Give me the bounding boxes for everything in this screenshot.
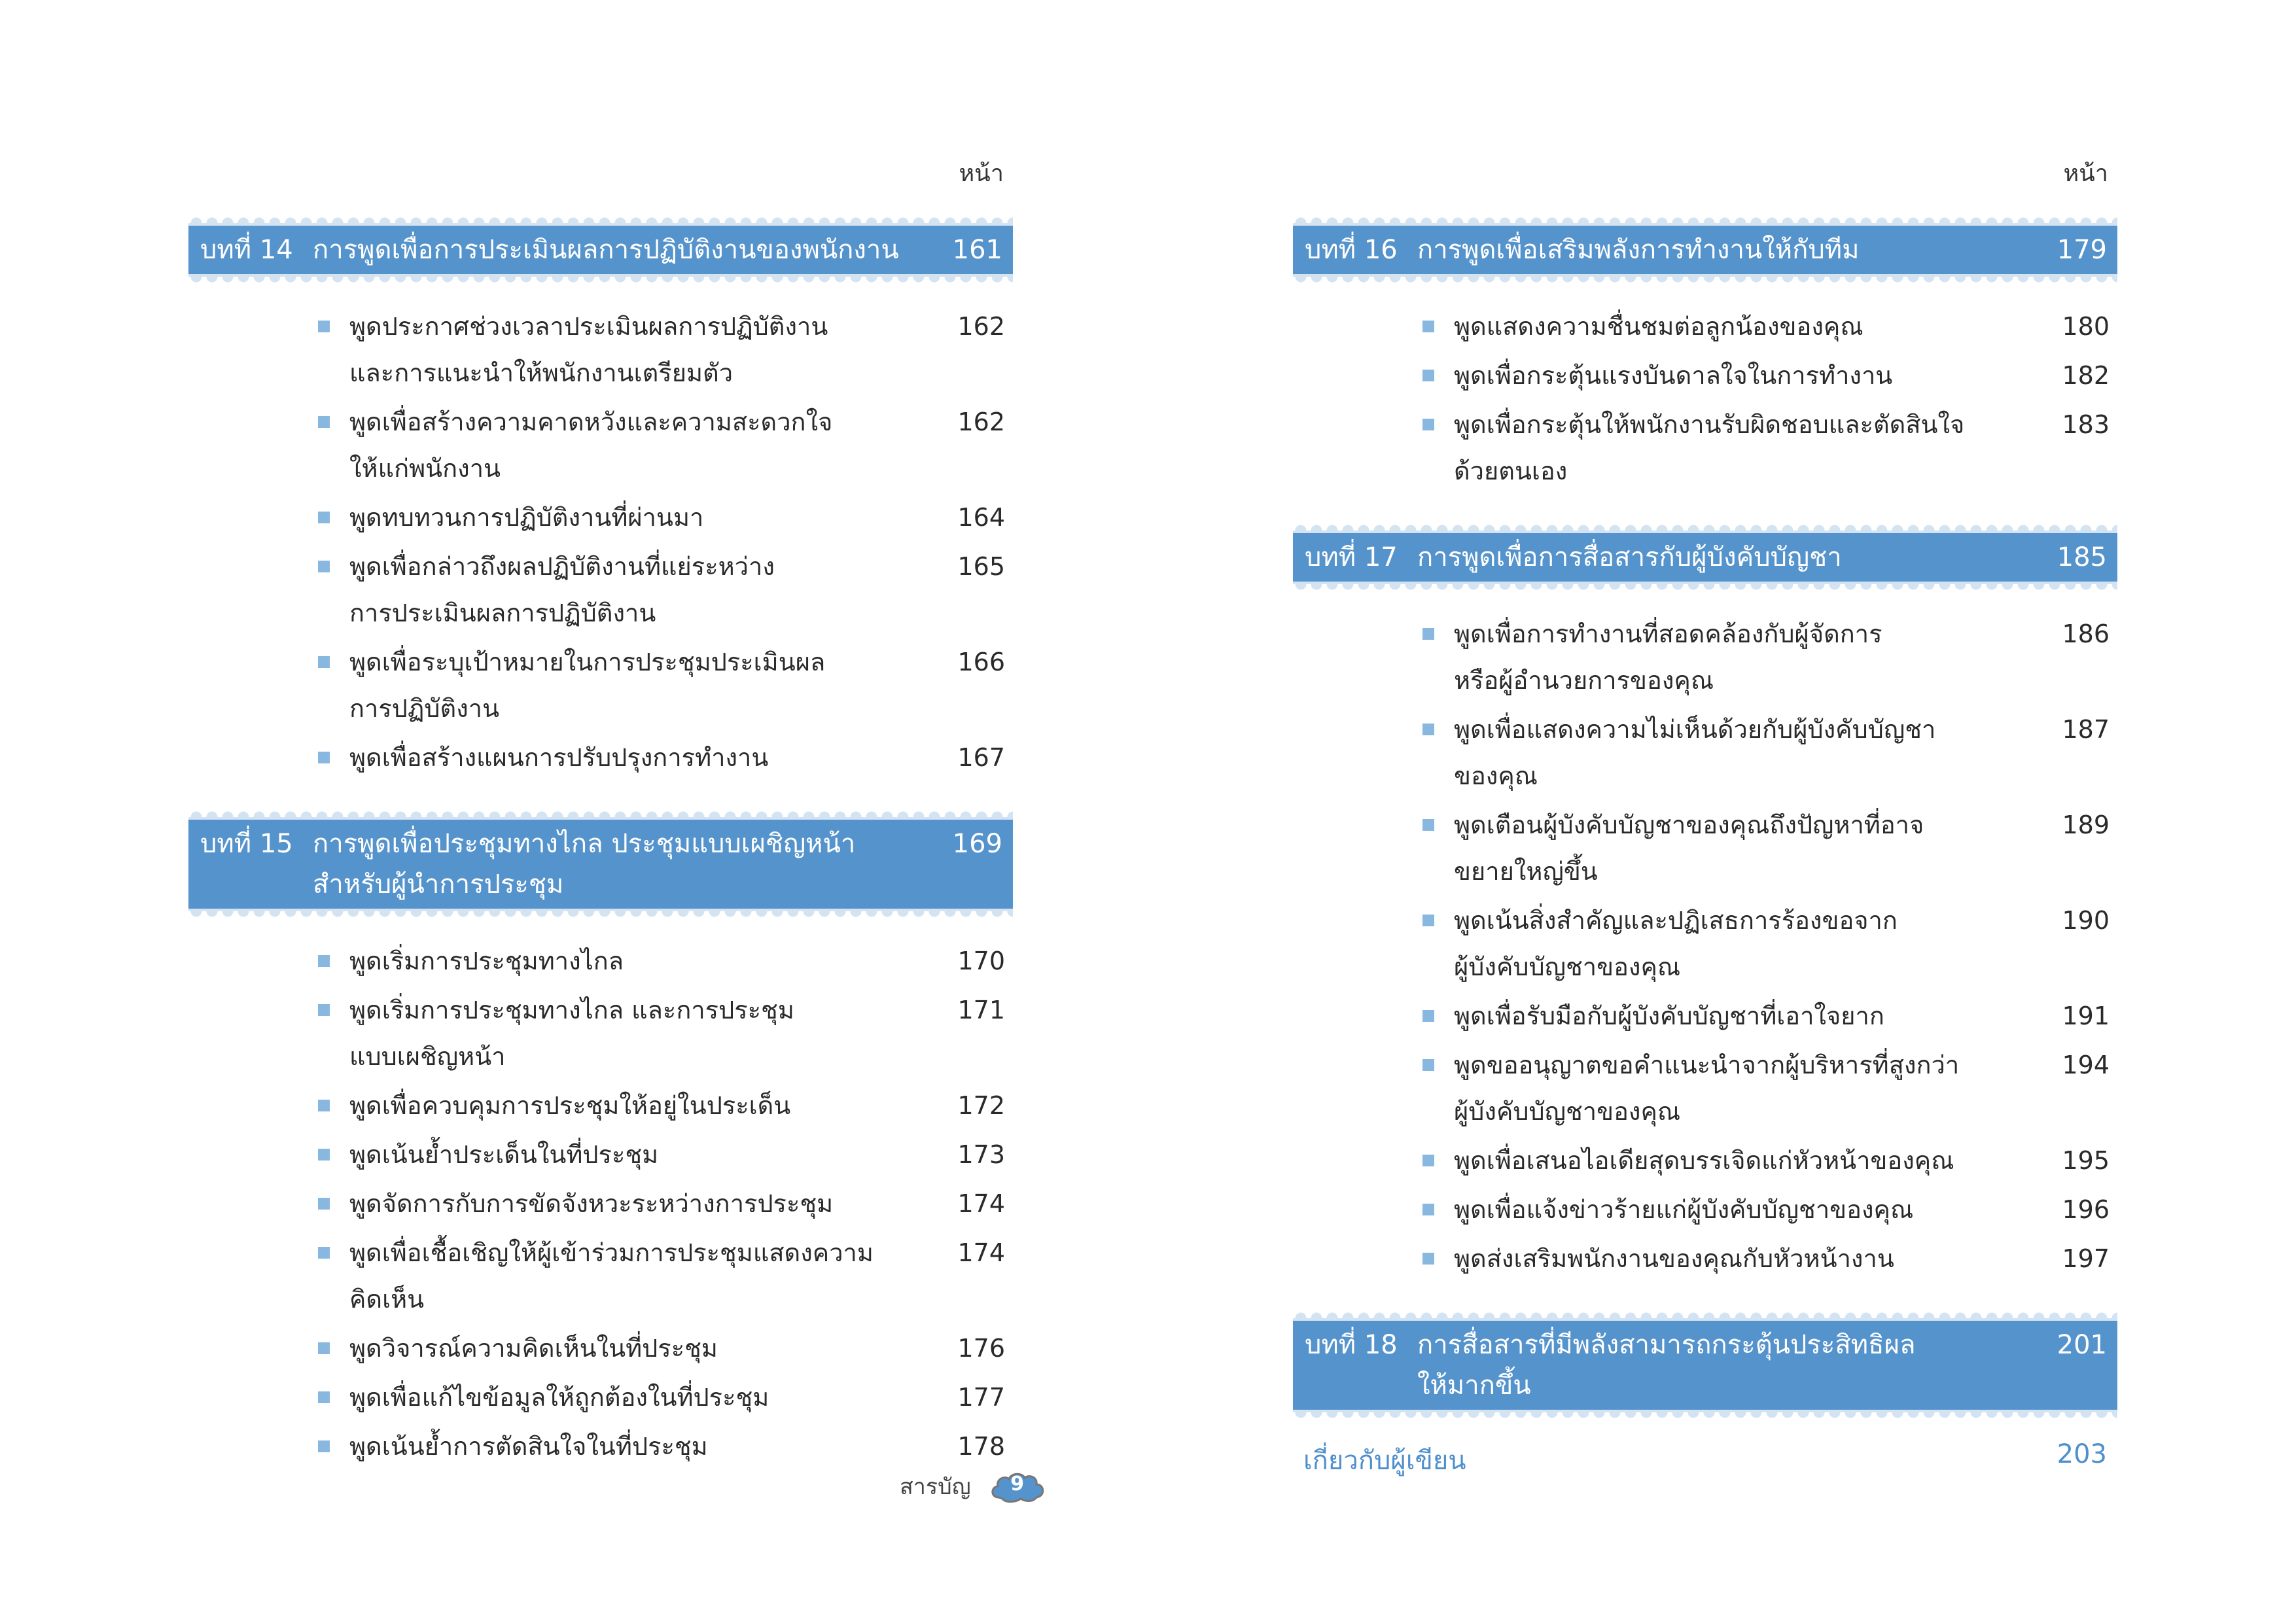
about-author-entry[interactable] — [1293, 1439, 2117, 1481]
square-bullet-icon — [318, 1247, 330, 1259]
scallop-edge — [188, 274, 1013, 285]
chapter-number: บทที่ 16 — [1305, 235, 1398, 265]
toc-item[interactable] — [188, 495, 1013, 541]
chapter-number: บทที่ 15 — [200, 829, 293, 859]
toc-item-title — [1454, 802, 2018, 895]
toc-item[interactable] — [1293, 304, 2117, 350]
toc-item[interactable] — [1293, 993, 2117, 1039]
toc-item-line: พูดเพื่อกระตุ้นให้พนักงานรับผิดชอบและตัดสินใจ — [1454, 410, 1965, 439]
toc-item-page: 166 — [957, 648, 1005, 676]
page-number: 9 — [1010, 1473, 1025, 1495]
toc-item-line: พูดเพื่อกล่าวถึงผลปฏิบัติงานที่แย่ระหว่าง — [349, 552, 775, 581]
scallop-edge — [1293, 274, 2117, 285]
toc-item-line: พูดเพื่อรับมือกับผู้บังคับบัญชาที่เอาใจยาก — [1454, 1002, 1884, 1030]
toc-item-page: 165 — [957, 552, 1005, 581]
toc-item[interactable] — [188, 1132, 1013, 1178]
toc-item-page: 170 — [957, 947, 1005, 975]
toc-item-title — [1454, 353, 2018, 399]
toc-item-title — [349, 399, 913, 492]
chapter-banner[interactable] — [188, 215, 1013, 285]
toc-item-line: แบบเผชิญหน้า — [349, 1042, 506, 1071]
square-bullet-icon — [1422, 1010, 1434, 1022]
toc-item-line: พูดเริ่มการประชุมทางไกล และการประชุม — [349, 996, 794, 1024]
square-bullet-icon — [318, 1198, 330, 1210]
toc-item-line: พูดเพื่อเชื้อเชิญให้ผู้เข้าร่วมการประชุมแสดงความ — [349, 1238, 874, 1267]
toc-item[interactable] — [1293, 802, 2117, 895]
square-bullet-icon — [318, 1149, 330, 1161]
toc-item-page: 190 — [2062, 906, 2110, 935]
toc-item-title — [349, 304, 913, 396]
toc-item-line: พูดจัดการกับการขัดจังหวะระหว่างการประชุม — [349, 1189, 834, 1218]
chapter-number: บทที่ 18 — [1305, 1330, 1398, 1360]
toc-item-title — [1454, 993, 2018, 1039]
toc-item[interactable] — [188, 1325, 1013, 1372]
toc-item-title — [349, 1374, 913, 1421]
toc-item-page: 195 — [2062, 1146, 2110, 1175]
toc-item-line: พูดวิจารณ์ความคิดเห็นในที่ประชุม — [349, 1334, 718, 1363]
about-author-label: เกี่ยวกับผู้เขียน — [1303, 1446, 1466, 1476]
chapter-page: 185 — [2057, 542, 2107, 572]
toc-item-line: พูดเพื่อแจ้งข่าวร้ายแก่ผู้บังคับบัญชาของคุณ — [1454, 1195, 1914, 1224]
toc-item-line: การประเมินผลการปฏิบัติงาน — [349, 599, 656, 627]
page-footer — [900, 1469, 1046, 1504]
chapter-page: 161 — [952, 235, 1002, 265]
scallop-edge — [188, 909, 1013, 920]
square-bullet-icon — [1422, 370, 1434, 381]
toc-item-line: และการแนะนำให้พนักงานเตรียมตัว — [349, 358, 733, 387]
toc-item-page: 173 — [957, 1140, 1005, 1169]
toc-item-page: 162 — [957, 408, 1005, 436]
toc-item[interactable] — [188, 1181, 1013, 1227]
toc-item[interactable] — [188, 1374, 1013, 1421]
square-bullet-icon — [318, 416, 330, 428]
toc-item-line: ขยายใหญ่ขึ้น — [1454, 857, 1598, 886]
chapter-heading — [1293, 533, 2117, 582]
chapter-page: 201 — [2057, 1330, 2107, 1360]
chapter-number: บทที่ 14 — [200, 235, 293, 265]
square-bullet-icon — [318, 656, 330, 668]
scallop-edge — [1293, 215, 2117, 226]
toc-item-page: 176 — [957, 1334, 1005, 1363]
toc-item-title — [349, 1423, 913, 1470]
scallop-edge — [1293, 582, 2117, 593]
square-bullet-icon — [1422, 1059, 1434, 1071]
toc-item-title — [349, 544, 913, 637]
toc-item-title — [349, 1181, 913, 1227]
toc-item-line: พูดเพื่อระบุเป้าหมายในการประชุมประเมินผล — [349, 648, 826, 676]
toc-item[interactable] — [1293, 1138, 2117, 1184]
toc-item-page: 172 — [957, 1091, 1005, 1120]
toc-item-title — [349, 987, 913, 1080]
square-bullet-icon — [318, 1391, 330, 1403]
left-toc-column — [188, 154, 1013, 1473]
toc-item-line: ผู้บังคับบัญชาของคุณ — [1454, 1097, 1681, 1126]
toc-item-title — [1454, 707, 2018, 799]
toc-item-page: 191 — [2062, 1002, 2110, 1030]
chapter-banner[interactable] — [188, 809, 1013, 920]
toc-item[interactable] — [188, 1230, 1013, 1323]
chapter-heading — [188, 226, 1013, 274]
toc-item-page: 197 — [2062, 1244, 2110, 1273]
chapter-title — [1417, 537, 2035, 578]
toc-item-line: พูดขออนุญาตขอคำแนะนำจากผู้บริหารที่สูงกว่า — [1454, 1051, 1960, 1079]
page-column-label: หน้า — [2063, 160, 2108, 187]
square-bullet-icon — [318, 955, 330, 967]
toc-item[interactable] — [188, 304, 1013, 396]
toc-item-page: 182 — [2062, 361, 2110, 390]
toc-item-title — [1454, 1042, 2018, 1135]
toc-item[interactable] — [188, 735, 1013, 781]
toc-item[interactable] — [188, 1083, 1013, 1129]
square-bullet-icon — [1422, 321, 1434, 332]
toc-item-title — [1454, 1236, 2018, 1282]
chapter-title-line: การสื่อสารที่มีพลังสามารถกระตุ้นประสิทธิผล — [1417, 1330, 1916, 1360]
toc-item-line: พูดเพื่อแสดงความไม่เห็นด้วยกับผู้บังคับบัญชา — [1454, 715, 1936, 744]
scallop-edge — [188, 809, 1013, 820]
chapter-banner[interactable] — [1293, 215, 2117, 285]
square-bullet-icon — [1422, 724, 1434, 735]
toc-item-title — [349, 1083, 913, 1129]
chapter-page: 169 — [952, 829, 1002, 859]
toc-item-line: ของคุณ — [1454, 761, 1538, 790]
right-toc-column — [1293, 154, 2117, 1481]
toc-item-line: คิดเห็น — [349, 1285, 425, 1314]
toc-item-line: พูดแสดงความชื่นชมต่อลูกน้องของคุณ — [1454, 312, 1863, 341]
chapter-title — [1417, 230, 2035, 270]
toc-item-line: พูดเตือนผู้บังคับบัญชาของคุณถึงปัญหาที่อาจ — [1454, 811, 1924, 839]
toc-item-line: หรือผู้อำนวยการของคุณ — [1454, 666, 1714, 695]
toc-item[interactable] — [1293, 353, 2117, 399]
toc-item-title — [349, 735, 913, 781]
chapter-banner[interactable] — [1293, 1310, 2117, 1421]
toc-item-page: 177 — [957, 1383, 1005, 1412]
toc-item-page: 171 — [957, 996, 1005, 1024]
toc-item-line: ผู้บังคับบัญชาของคุณ — [1454, 952, 1681, 981]
about-author-page: 203 — [2057, 1439, 2107, 1469]
chapter-title — [313, 230, 930, 270]
toc-item-title — [1454, 304, 2018, 350]
toc-item-line: พูดเพื่อกระตุ้นแรงบันดาลใจในการทำงาน — [1454, 361, 1893, 390]
toc-item-line: พูดส่งเสริมพนักงานของคุณกับหัวหน้างาน — [1454, 1244, 1894, 1273]
toc-item-title — [349, 1132, 913, 1178]
chapter-banner[interactable] — [1293, 522, 2117, 593]
toc-item-title — [349, 639, 913, 732]
chapter-page: 179 — [2057, 235, 2107, 265]
toc-item-page: 174 — [957, 1189, 1005, 1218]
toc-item[interactable] — [188, 938, 1013, 985]
chapter-title-line: การพูดเพื่อเสริมพลังการทำงานให้กับทีม — [1417, 235, 1860, 265]
toc-item-page: 186 — [2062, 620, 2110, 648]
toc-item-line: การปฏิบัติงาน — [349, 694, 500, 723]
toc-item-line: พูดเพื่อเสนอไอเดียสุดบรรเจิดแก่หัวหน้าของคุณ — [1454, 1146, 1954, 1175]
square-bullet-icon — [1422, 1204, 1434, 1215]
toc-item[interactable] — [1293, 402, 2117, 495]
toc-item-title — [1454, 1187, 2018, 1233]
toc-item-page: 164 — [957, 503, 1005, 532]
toc-item-line: พูดประกาศช่วงเวลาประเมินผลการปฏิบัติงาน — [349, 312, 828, 341]
cloud-page-number-badge — [989, 1469, 1046, 1504]
chapter-title-line: ให้มากขึ้น — [1417, 1370, 1531, 1401]
toc-item-page: 196 — [2062, 1195, 2110, 1224]
toc-item-title — [1454, 611, 2018, 704]
toc-item-title — [349, 1230, 913, 1323]
toc-item-line: พูดเน้นย้ำประเด็นในที่ประชุม — [349, 1140, 659, 1169]
toc-item[interactable] — [188, 1423, 1013, 1470]
toc-item-line: พูดเพื่อการทำงานที่สอดคล้องกับผู้จัดการ — [1454, 620, 1882, 648]
square-bullet-icon — [1422, 628, 1434, 640]
scallop-edge — [1293, 522, 2117, 533]
square-bullet-icon — [1422, 1253, 1434, 1265]
toc-item-line: พูดเน้นย้ำการตัดสินใจในที่ประชุม — [349, 1432, 708, 1461]
chapter-title-line: การพูดเพื่อประชุมทางไกล ประชุมแบบเผชิญหน้า — [313, 829, 856, 859]
toc-item[interactable] — [188, 544, 1013, 637]
toc-item-page: 178 — [957, 1432, 1005, 1461]
toc-item-page: 183 — [2062, 410, 2110, 439]
toc-item-page: 162 — [957, 312, 1005, 341]
toc-item-title — [349, 1325, 913, 1372]
toc-item-line: พูดเริ่มการประชุมทางไกล — [349, 947, 624, 975]
toc-item[interactable] — [188, 399, 1013, 492]
toc-item-page: 194 — [2062, 1051, 2110, 1079]
square-bullet-icon — [1422, 915, 1434, 926]
toc-item-title — [1454, 402, 2018, 495]
chapter-title — [313, 824, 930, 905]
toc-item-title — [349, 495, 913, 541]
square-bullet-icon — [318, 1004, 330, 1016]
toc-item[interactable] — [1293, 1042, 2117, 1135]
footer-label: สารบัญ — [900, 1474, 971, 1500]
toc-item-page: 189 — [2062, 811, 2110, 839]
toc-item-title — [349, 938, 913, 985]
square-bullet-icon — [318, 1342, 330, 1354]
chapter-number: บทที่ 17 — [1305, 542, 1398, 572]
toc-item[interactable] — [188, 639, 1013, 732]
toc-item-line: พูดทบทวนการปฏิบัติงานที่ผ่านมา — [349, 503, 704, 532]
toc-item-title — [1454, 1138, 2018, 1184]
toc-item-line: พูดเพื่อแก้ไขข้อมูลให้ถูกต้องในที่ประชุม — [349, 1383, 769, 1412]
chapter-heading — [1293, 1321, 2117, 1410]
toc-item[interactable] — [1293, 898, 2117, 990]
square-bullet-icon — [318, 1440, 330, 1452]
toc-item-page: 180 — [2062, 312, 2110, 341]
chapter-title-line: สำหรับผู้นำการประชุม — [313, 869, 564, 899]
toc-item-title — [1454, 898, 2018, 990]
toc-item-line: ให้แก่พนักงาน — [349, 454, 501, 483]
square-bullet-icon — [1422, 419, 1434, 430]
toc-item-page: 167 — [957, 743, 1005, 772]
chapter-title — [1417, 1325, 2035, 1406]
toc-item-page: 187 — [2062, 715, 2110, 744]
toc-item-line: พูดเพื่อควบคุมการประชุมให้อยู่ในประเด็น — [349, 1091, 791, 1120]
toc-item-line: พูดเพื่อสร้างความคาดหวังและความสะดวกใจ — [349, 408, 833, 436]
toc-item-line: พูดเน้นสิ่งสำคัญและปฏิเสธการร้องขอจาก — [1454, 906, 1898, 935]
square-bullet-icon — [318, 321, 330, 332]
scallop-edge — [188, 215, 1013, 226]
scallop-edge — [1293, 1410, 2117, 1421]
toc-item-line: ด้วยตนเอง — [1454, 457, 1568, 485]
square-bullet-icon — [1422, 819, 1434, 831]
toc-item-line: พูดเพื่อสร้างแผนการปรับปรุงการทำงาน — [349, 743, 769, 772]
toc-item[interactable] — [1293, 1236, 2117, 1282]
chapter-title-line: การพูดเพื่อการสื่อสารกับผู้บังคับบัญชา — [1417, 542, 1842, 572]
square-bullet-icon — [1422, 1155, 1434, 1166]
toc-item[interactable] — [1293, 1187, 2117, 1233]
toc-item[interactable] — [1293, 707, 2117, 799]
toc-item-page: 174 — [957, 1238, 1005, 1267]
square-bullet-icon — [318, 561, 330, 572]
chapter-heading — [1293, 226, 2117, 274]
chapter-heading — [188, 820, 1013, 909]
toc-item[interactable] — [1293, 611, 2117, 704]
scallop-edge — [1293, 1310, 2117, 1321]
square-bullet-icon — [318, 752, 330, 763]
toc-item[interactable] — [188, 987, 1013, 1080]
square-bullet-icon — [318, 512, 330, 523]
page-column-label: หน้า — [959, 160, 1004, 187]
chapter-title-line: การพูดเพื่อการประเมินผลการปฏิบัติงานของพนักงาน — [313, 235, 899, 265]
square-bullet-icon — [318, 1100, 330, 1111]
